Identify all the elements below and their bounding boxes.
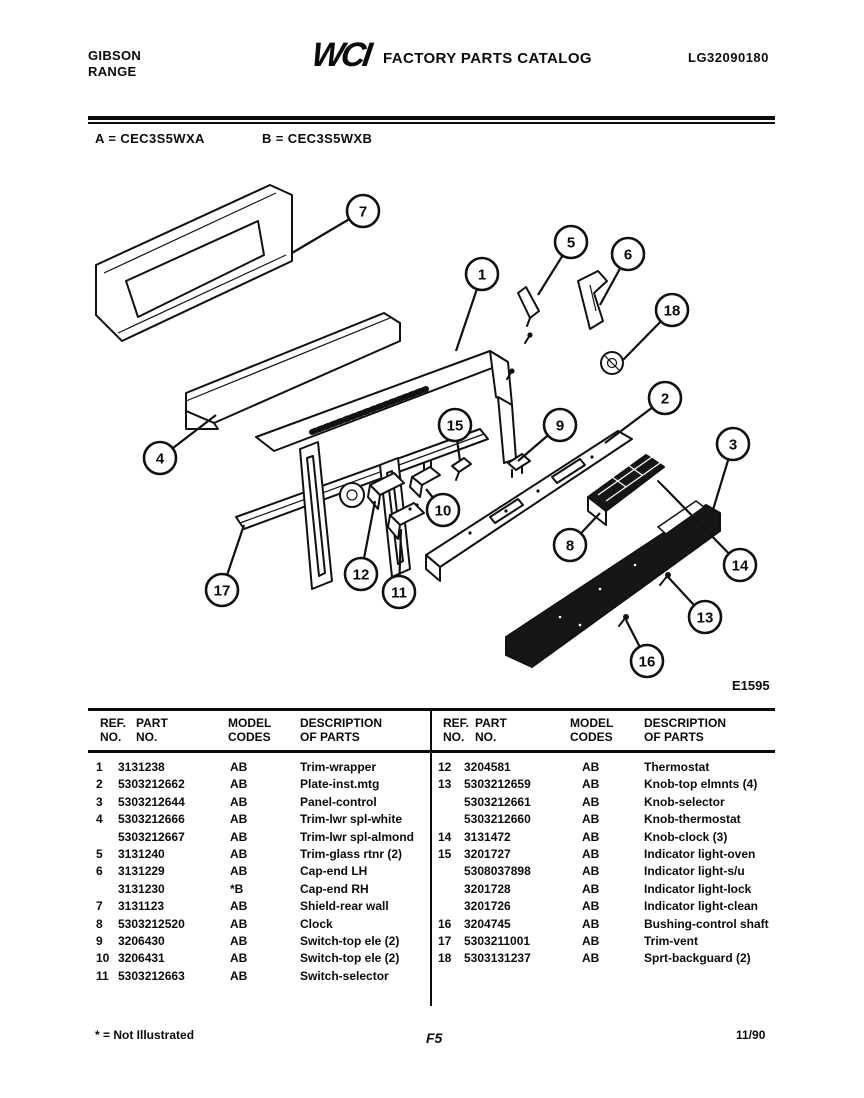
ref-cell: 3 bbox=[96, 794, 103, 809]
right-parts-table bbox=[438, 759, 772, 968]
description-cell: Switch-selector bbox=[300, 968, 389, 983]
svg-text:6: 6 bbox=[623, 246, 633, 264]
part-no-cell: 3201727 bbox=[464, 846, 511, 861]
svg-text:11: 11 bbox=[391, 584, 407, 602]
ref-cell: 4 bbox=[96, 812, 103, 827]
part-no-cell: 3131229 bbox=[118, 864, 165, 879]
svg-text:10: 10 bbox=[434, 502, 452, 520]
document-number: LG32090180 bbox=[688, 50, 769, 65]
table-row bbox=[438, 776, 772, 793]
description-cell: Indicator light-oven bbox=[644, 846, 756, 861]
ref-cell bbox=[438, 811, 464, 828]
ref-cell bbox=[96, 881, 118, 898]
model-a-label: A = CEC3S5WXA bbox=[95, 131, 205, 146]
svg-text:14: 14 bbox=[731, 557, 749, 575]
ref-cell: 15 bbox=[438, 846, 452, 861]
part-no-cell: 5303212663 bbox=[118, 968, 185, 983]
model-codes-cell: AB bbox=[582, 829, 600, 844]
description-cell: Indicator light-s/u bbox=[644, 864, 745, 879]
description-cell: Shield-rear wall bbox=[300, 899, 389, 914]
description-cell: Thermostat bbox=[644, 760, 710, 774]
wci-logo: WCI bbox=[309, 36, 372, 74]
table-row bbox=[96, 863, 426, 880]
col-model-header: MODEL CODES bbox=[570, 716, 614, 744]
table-row bbox=[438, 898, 772, 915]
ref-cell: 18 bbox=[438, 951, 452, 966]
ref-cell bbox=[438, 794, 464, 811]
model-codes-cell: AB bbox=[230, 777, 248, 792]
table-row bbox=[96, 794, 426, 811]
model-codes-cell: AB bbox=[230, 794, 248, 809]
ref-cell bbox=[438, 863, 464, 880]
description-cell: Trim-vent bbox=[644, 933, 699, 948]
ref-cell: 9 bbox=[96, 933, 103, 948]
exploded-parts-diagram bbox=[60, 165, 804, 710]
description-cell: Indicator light-clean bbox=[644, 899, 759, 914]
part-no-cell: 5303212667 bbox=[118, 829, 185, 844]
col-ref-header: REF. NO. bbox=[443, 716, 470, 744]
brand-block bbox=[88, 48, 141, 80]
description-cell: Knob-top elmnts (4) bbox=[644, 777, 758, 792]
table-row bbox=[96, 829, 426, 846]
ref-cell: 2 bbox=[96, 777, 103, 792]
part-no-cell: 3131472 bbox=[464, 829, 511, 844]
svg-text:17: 17 bbox=[213, 582, 231, 600]
model-codes-cell: AB bbox=[230, 812, 248, 827]
figure-id: E1595 bbox=[732, 678, 770, 693]
table-row bbox=[96, 898, 426, 915]
table-row bbox=[438, 933, 772, 950]
svg-text:3: 3 bbox=[728, 436, 738, 454]
model-codes-cell: AB bbox=[582, 864, 600, 879]
model-codes-cell: AB bbox=[582, 794, 600, 809]
ref-cell bbox=[438, 898, 464, 915]
right-table-header bbox=[443, 716, 773, 744]
model-codes-cell: AB bbox=[230, 899, 248, 914]
description-cell: Bushing-control shaft bbox=[644, 916, 769, 931]
table-row bbox=[438, 846, 772, 863]
svg-text:18: 18 bbox=[663, 302, 681, 320]
table-row bbox=[96, 776, 426, 793]
table-row bbox=[96, 933, 426, 950]
brand-line-2: RANGE bbox=[88, 64, 137, 79]
description-cell: Knob-thermostat bbox=[644, 812, 741, 827]
table-row bbox=[438, 881, 772, 898]
svg-text:2: 2 bbox=[660, 390, 670, 408]
part-no-cell: 3131230 bbox=[118, 881, 165, 896]
part-no-cell: 3204581 bbox=[464, 760, 511, 774]
table-row bbox=[96, 916, 426, 933]
model-codes-cell: AB bbox=[230, 864, 248, 879]
ref-cell: 10 bbox=[96, 951, 110, 966]
col-desc-header: DESCRIPTION OF PARTS bbox=[644, 716, 727, 744]
part-no-cell: 5308037898 bbox=[464, 864, 531, 879]
table-row bbox=[96, 811, 426, 828]
description-cell: Plate-inst.mtg bbox=[300, 777, 380, 792]
header-rule-thick bbox=[88, 116, 775, 120]
table-row bbox=[96, 881, 426, 898]
part-no-cell: 3201726 bbox=[464, 899, 511, 914]
ref-cell: 11 bbox=[96, 968, 109, 983]
part-no-cell: 5303212660 bbox=[464, 812, 531, 827]
part-no-cell: 3206430 bbox=[118, 933, 165, 948]
model-codes-cell: *B bbox=[230, 881, 244, 896]
description-cell: Trim-lwr spl-white bbox=[300, 812, 403, 827]
col-model-header: MODEL CODES bbox=[228, 716, 272, 744]
model-codes-cell: AB bbox=[582, 933, 600, 948]
svg-text:15: 15 bbox=[446, 417, 464, 435]
part-no-cell: 3204745 bbox=[464, 916, 511, 931]
svg-text:7: 7 bbox=[358, 203, 368, 221]
description-cell: Switch-top ele (2) bbox=[300, 933, 400, 948]
description-cell: Cap-end RH bbox=[300, 881, 369, 896]
table-row bbox=[96, 759, 426, 776]
svg-text:13: 13 bbox=[696, 609, 714, 627]
ref-cell bbox=[96, 829, 118, 846]
table-row bbox=[438, 950, 772, 967]
description-cell: Sprt-backguard (2) bbox=[644, 951, 751, 966]
catalog-title: FACTORY PARTS CATALOG bbox=[383, 50, 592, 67]
part-no-cell: 3206431 bbox=[118, 951, 165, 966]
ref-cell: 17 bbox=[438, 933, 452, 948]
svg-text:12: 12 bbox=[352, 566, 370, 584]
svg-text:8: 8 bbox=[565, 537, 575, 555]
description-cell: Knob-clock (3) bbox=[644, 829, 728, 844]
svg-text:1: 1 bbox=[477, 266, 487, 284]
model-codes-cell: AB bbox=[582, 899, 600, 914]
ref-cell: 6 bbox=[96, 864, 103, 879]
model-codes-cell: AB bbox=[230, 829, 248, 844]
model-b-label: B = CEC3S5WXB bbox=[262, 131, 373, 146]
col-desc-header: DESCRIPTION OF PARTS bbox=[300, 716, 383, 744]
part-no-cell: 5303211001 bbox=[464, 933, 531, 948]
svg-text:16: 16 bbox=[638, 653, 656, 671]
part-no-cell: 5303212661 bbox=[464, 794, 531, 809]
brand-line-1: GIBSON bbox=[88, 48, 142, 63]
svg-text:4: 4 bbox=[155, 450, 165, 468]
description-cell: Clock bbox=[300, 916, 333, 931]
table-row bbox=[438, 916, 772, 933]
model-codes-cell: AB bbox=[582, 951, 600, 966]
table-row bbox=[438, 863, 772, 880]
part-no-cell: 3131238 bbox=[118, 760, 165, 774]
page-code: F5 bbox=[426, 1030, 443, 1046]
part-no-cell: 5303131237 bbox=[464, 951, 531, 966]
model-codes-cell: AB bbox=[582, 760, 600, 774]
table-divider bbox=[430, 708, 432, 1006]
part-no-cell: 3131240 bbox=[118, 846, 165, 861]
part-no-cell: 5303212662 bbox=[118, 777, 185, 792]
description-cell: Cap-end LH bbox=[300, 864, 368, 879]
model-codes-cell: AB bbox=[582, 846, 600, 861]
description-cell: Panel-control bbox=[300, 794, 377, 809]
ref-cell: 1 bbox=[96, 760, 103, 774]
table-row bbox=[96, 968, 426, 985]
table-row bbox=[438, 759, 772, 776]
part-no-cell: 5303212520 bbox=[118, 916, 185, 931]
date-code: 11/90 bbox=[736, 1028, 766, 1042]
model-codes-cell: AB bbox=[582, 777, 600, 792]
part-no-cell: 5303212644 bbox=[118, 794, 185, 809]
table-row bbox=[438, 829, 772, 846]
ref-cell: 7 bbox=[96, 899, 103, 914]
model-codes-cell: AB bbox=[582, 812, 600, 827]
col-part-header: PART NO. bbox=[136, 716, 168, 744]
description-cell: Trim-glass rtnr (2) bbox=[300, 846, 403, 861]
table-row bbox=[438, 794, 772, 811]
ref-cell: 14 bbox=[438, 829, 452, 844]
model-codes-cell: AB bbox=[230, 846, 248, 861]
model-codes-cell: AB bbox=[230, 916, 248, 931]
part-no-cell: 3201728 bbox=[464, 881, 511, 896]
ref-cell: 8 bbox=[96, 916, 103, 931]
left-parts-table bbox=[96, 759, 426, 985]
table-row bbox=[438, 811, 772, 828]
part-no-cell: 3131123 bbox=[118, 899, 165, 914]
col-part-header: PART NO. bbox=[475, 716, 507, 744]
description-cell: Knob-selector bbox=[644, 794, 725, 809]
part-no-cell: 5303212666 bbox=[118, 812, 185, 827]
part-no-cell: 5303212659 bbox=[464, 777, 531, 792]
model-codes-cell: AB bbox=[230, 951, 248, 966]
model-codes-cell: AB bbox=[230, 760, 248, 774]
ref-cell: 12 bbox=[438, 760, 452, 774]
model-codes-cell: AB bbox=[230, 933, 248, 948]
table-row bbox=[96, 846, 426, 863]
description-cell: Trim-lwr spl-almond bbox=[300, 829, 415, 844]
model-codes-cell: AB bbox=[230, 968, 248, 983]
ref-cell: 13 bbox=[438, 777, 452, 792]
table-row bbox=[96, 950, 426, 967]
model-codes-cell: AB bbox=[582, 881, 600, 896]
model-codes-cell: AB bbox=[582, 916, 600, 931]
ref-cell: 5 bbox=[96, 846, 103, 861]
svg-text:9: 9 bbox=[555, 417, 565, 435]
description-cell: Indicator light-lock bbox=[644, 881, 752, 896]
left-table-header bbox=[100, 716, 426, 744]
not-illustrated-note: * = Not Illustrated bbox=[95, 1028, 195, 1042]
svg-text:5: 5 bbox=[566, 234, 576, 252]
description-cell: Trim-wrapper bbox=[300, 760, 377, 774]
description-cell: Switch-top ele (2) bbox=[300, 951, 400, 966]
header-rule-thin bbox=[88, 122, 775, 124]
ref-cell: 16 bbox=[438, 916, 452, 931]
col-ref-header: REF. NO. bbox=[100, 716, 127, 744]
ref-cell bbox=[438, 881, 464, 898]
